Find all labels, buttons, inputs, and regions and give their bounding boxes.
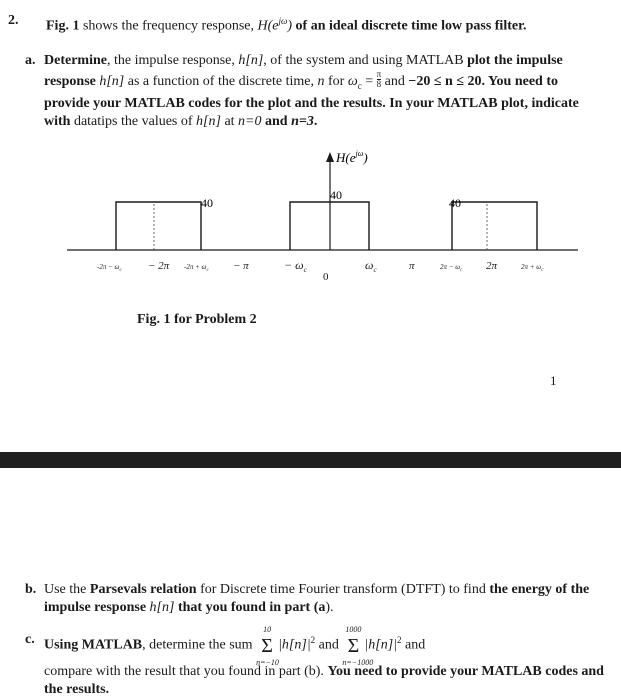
tick-minus-2pi-plus-wc: $-2\pi + \omega_c$ — [184, 263, 209, 273]
fraction: $\frac{\pi}{8}$ — [376, 69, 382, 89]
part-a-label: a. — [25, 53, 36, 68]
page-divider — [0, 452, 621, 468]
sum-symbol-2: Σ 1000 n=−1000 — [342, 624, 374, 667]
part-c-tail: compare with the result that you found in part (b). You need to provide your MATLAB codes and the results. — [44, 664, 604, 697]
problem-number: 2. — [8, 13, 19, 28]
tick-2pi: 2π — [486, 260, 498, 272]
page-top: 2. Fig. 1 shows the frequency response, $H(e^{j\omega})$ of an ideal discrete time low pass filter. a. Determine, the impulse response, h[n], of the system and using MATLAB plot the impulse response h[n] as a function of the discrete time, n for $\omega_c$ = $\frac{\pi}{8}$ and −20 ≤ n ≤ 20. You need to provide your MATLAB codes for the plot and the results. In your MATLAB plot, indicate with datatips the values of h[n] at n=0 and n=3. $H(e^{j\omega})$ 40 40 40 $-2\pi - \omega_c$ − 2π $-2\pi + \omega_c$ − π − $\omega_c$ 0 $\omega_c$ π $2\pi - \omega_c$ 2π $2\pi + \omega_c$ Fig. 1 for Problem 2 1 — [0, 0, 621, 448]
tick-2pi-plus-wc: $2\pi + \omega_c$ — [521, 263, 544, 273]
magnitude-axis-arrow — [326, 152, 334, 162]
passband-right — [452, 202, 537, 250]
tick-2pi-minus-wc: $2\pi - \omega_c$ — [440, 263, 463, 273]
tick-pi: π — [409, 260, 415, 272]
page-number: 1 — [550, 373, 557, 388]
part-c-text: Using MATLAB, determine the sum Σ 10 n=−10 $|h[n]|^2$ and Σ 1000 n=−1000 $|h[n]|^2$ and — [44, 624, 426, 667]
part-c-label: c. — [25, 632, 35, 647]
fig-ref: Fig. 1 — [46, 18, 80, 34]
passband-left-value: 40 — [201, 196, 213, 210]
frequency-response-figure — [0, 148, 621, 308]
part-a-text: Determine, the impulse response, h[n], of the system and using MATLAB plot the impulse response h[n] as a function of the discrete time, n for $\omega_c$ = $\frac{\pi}{8}$ and −20 ≤ n ≤ 20. You need to provide your MATLAB codes for the plot and the results. In your MATLAB plot, indicate with datatips the values of h[n] at n=0 and n=3. — [44, 53, 579, 129]
tick-minus-2pi: − 2π — [148, 260, 170, 272]
frequency-response-plot — [0, 148, 621, 308]
tick-minus-wc: − $\omega_c$ — [284, 258, 307, 274]
tick-minus-pi: − π — [233, 260, 249, 272]
passband-left — [116, 202, 201, 250]
tick-labels — [97, 258, 544, 283]
figure-caption: Fig. 1 for Problem 2 — [137, 312, 257, 327]
sum-symbol-1: Σ 10 n=−10 — [256, 624, 279, 667]
tick-minus-2pi-minus-wc: $-2\pi - \omega_c$ — [97, 263, 122, 273]
magnitude-axis-label: $H(e^{j\omega})$ — [336, 149, 368, 165]
passband-center-value: 40 — [330, 188, 342, 202]
tick-wc: $\omega_c$ — [365, 258, 377, 274]
passband-right-value: 40 — [449, 196, 461, 210]
part-b-text: Use the Parsevals relation for Discrete time Fourier transform (DTFT) to find the energy of the impulse response h[n] that you found in part (a). — [44, 582, 590, 615]
part-b-label: b. — [25, 582, 37, 597]
tick-zero: 0 — [323, 271, 329, 283]
